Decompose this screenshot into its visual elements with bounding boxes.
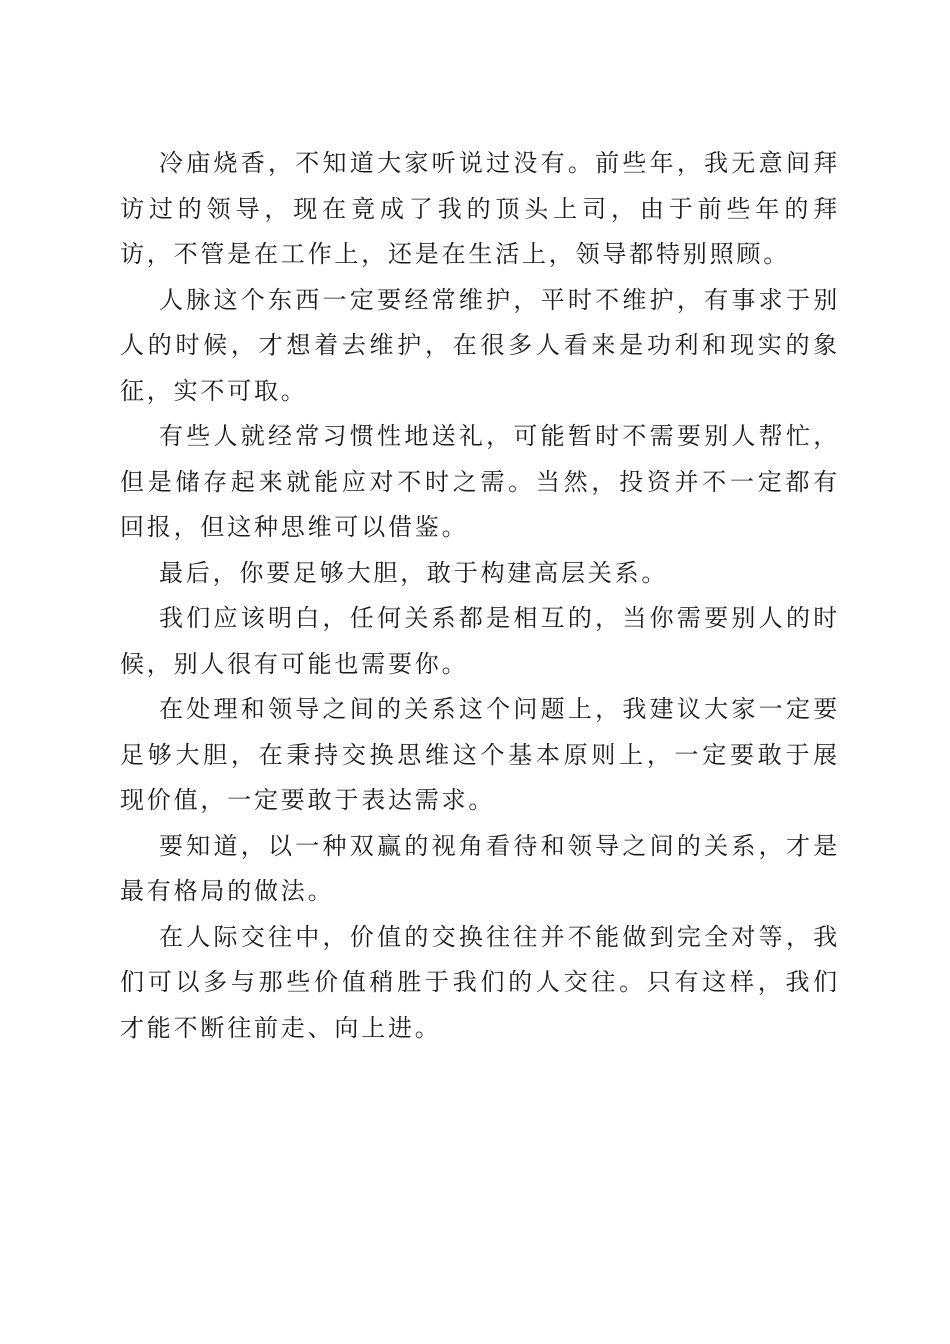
paragraph: 最后，你要足够大胆，敢于构建高层关系。 [159,558,669,587]
paragraph: 人脉这个东西一定要经常维护，平时不维护，有事求于别人的时候，才想着去维护，在很多人看来是功利和现实的象征，实不可取。 [120,285,840,405]
document-body [120,141,840,1051]
paragraph: 我们应该明白，任何关系都是相互的，当你需要别人的时候，别人很有可能也需要你。 [120,604,840,678]
paragraph: 要知道，以一种双赢的视角看待和领导之间的关系，才是最有格局的做法。 [120,831,840,905]
paragraph: 冷庙烧香，不知道大家听说过没有。前些年，我无意间拜访过的领导，现在竟成了我的顶头上司，由于前些年的拜访，不管是在工作上，还是在生活上，领导都特别照顾。 [120,149,840,268]
paragraph: 有些人就经常习惯性地送礼，可能暂时不需要别人帮忙，但是储存起来就能应对不时之需。当然，投资并不一定都有回报，但这种思维可以借鉴。 [120,422,840,541]
paragraph: 在处理和领导之间的关系这个问题上，我建议大家一定要足够大胆，在秉持交换思维这个基本原则上，一定要敢于展现价值，一定要敢于表达需求。 [120,695,840,814]
paragraph: 在人际交往中，价值的交换往往并不能做到完全对等，我们可以多与那些价值稍胜于我们的人交往。只有这样，我们才能不断往前走、向上进。 [120,922,840,1042]
